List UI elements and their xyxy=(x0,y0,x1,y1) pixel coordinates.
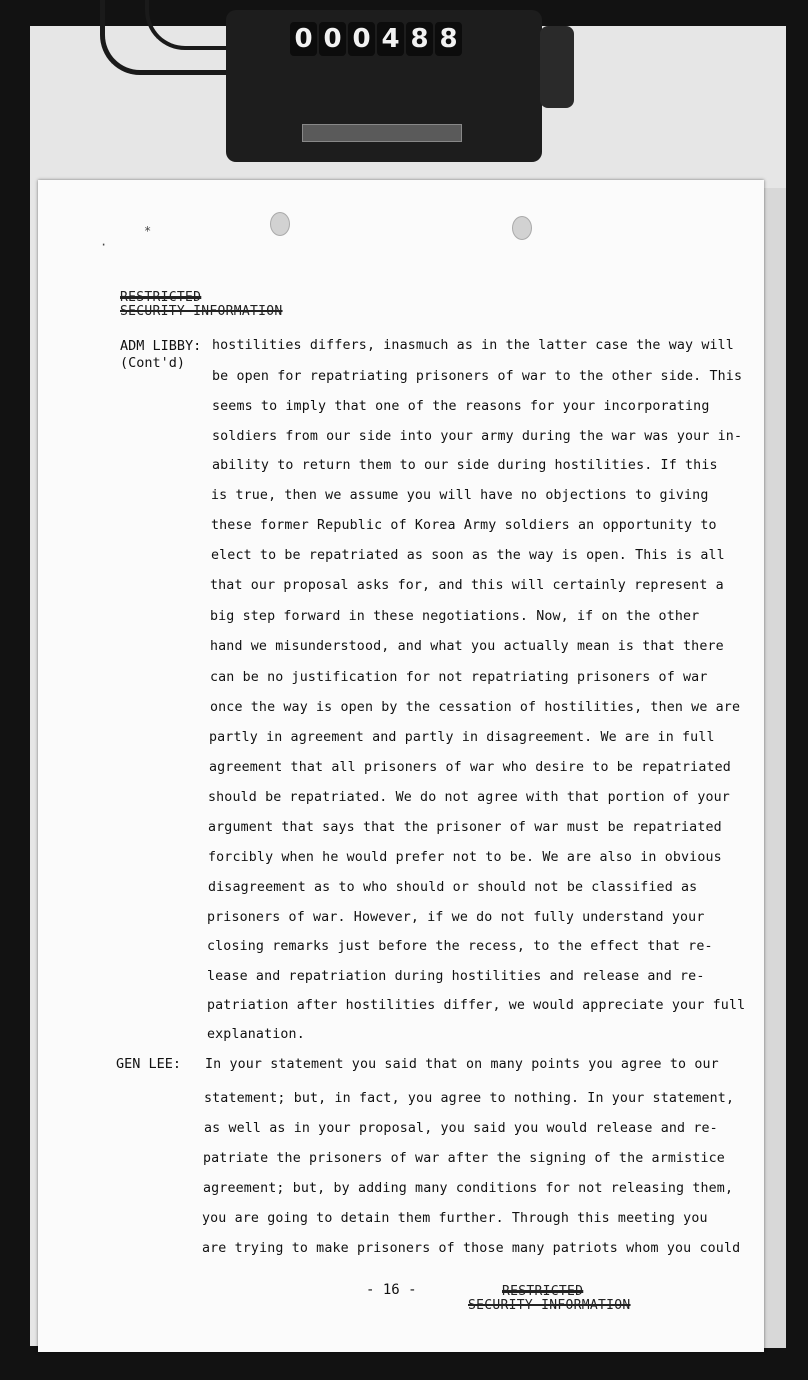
text-line: big step forward in these negotiations. Now, if on the other xyxy=(210,609,700,624)
text-line: patriation after hostilities differ, we would appreciate your full xyxy=(207,998,746,1013)
text-line: that our proposal asks for, and this will certainly represent a xyxy=(210,578,724,593)
text-line: soldiers from our side into your army during the war was your in- xyxy=(212,429,743,444)
counter-digit: 0 xyxy=(348,22,375,56)
header-classification-struck: RESTRICTED xyxy=(120,290,202,305)
text-line: argument that says that the prisoner of war must be repatriated xyxy=(208,820,722,835)
text-line: patriate the prisoners of war after the signing of the armistice xyxy=(203,1151,725,1166)
text-line: hand we misunderstood, and what you actually mean is that there xyxy=(210,639,724,654)
text-line: seems to imply that one of the reasons for your incorporating xyxy=(212,399,710,414)
counter-digit: 0 xyxy=(319,22,346,56)
text-line: can be no justification for not repatriating prisoners of war xyxy=(210,670,708,685)
footer-classification: SECURITY INFORMATION xyxy=(468,1298,631,1313)
speaker-name: ADM LIBBY: xyxy=(120,338,202,354)
frame-counter-display xyxy=(290,22,462,58)
counter-plate xyxy=(302,124,462,142)
text-line: be open for repatriating prisoners of war to the other side. This xyxy=(212,369,743,384)
text-line: closing remarks just before the recess, to the effect that re- xyxy=(207,939,713,954)
speaker-label-lee xyxy=(116,1056,181,1073)
counter-digit: 8 xyxy=(435,22,462,56)
text-line: is true, then we assume you will have no objections to giving xyxy=(211,488,709,503)
speaker-continued: (Cont'd) xyxy=(120,355,186,371)
text-line: are trying to make prisoners of those many patriots whom you could xyxy=(202,1241,741,1256)
text-line: as well as in your proposal, you said you would release and re- xyxy=(204,1121,718,1136)
text-line: In your statement you said that on many points you agree to our xyxy=(205,1057,719,1072)
page-number: - 16 - xyxy=(366,1282,417,1298)
counter-knob xyxy=(540,26,574,108)
text-line: agreement that all prisoners of war who desire to be repatriated xyxy=(209,760,731,775)
speaker-name: GEN LEE: xyxy=(116,1056,182,1072)
text-line: disagreement as to who should or should not be classified as xyxy=(208,880,698,895)
text-line: ability to return them to our side during hostilities. If this xyxy=(212,458,718,473)
text-line: hostilities differs, inasmuch as in the latter case the way will xyxy=(212,338,734,353)
text-line: explanation. xyxy=(207,1027,305,1042)
speaker-label-libby xyxy=(120,338,201,372)
footer-classification-struck: RESTRICTED xyxy=(502,1284,584,1299)
text-line: statement; but, in fact, you agree to nothing. In your statement, xyxy=(204,1091,735,1106)
stray-mark: · xyxy=(100,238,108,252)
text-line: partly in agreement and partly in disagreement. We are in full xyxy=(209,730,715,745)
text-line: elect to be repatriated as soon as the way is open. This is all xyxy=(211,548,725,563)
text-line: should be repatriated. We do not agree with that portion of your xyxy=(208,790,730,805)
punch-hole xyxy=(270,212,290,236)
punch-hole xyxy=(512,216,532,240)
text-line: these former Republic of Korea Army soldiers an opportunity to xyxy=(211,518,717,533)
header-classification: SECURITY INFORMATION xyxy=(120,304,283,319)
text-line: once the way is open by the cessation of hostilities, then we are xyxy=(210,700,741,715)
counter-digit: 8 xyxy=(406,22,433,56)
underlying-page-edge xyxy=(764,188,786,1348)
text-line: lease and repatriation during hostilities and release and re- xyxy=(207,969,705,984)
stray-mark: * xyxy=(144,224,152,238)
text-line: forcibly when he would prefer not to be. We are also in obvious xyxy=(208,850,722,865)
text-line: you are going to detain them further. Through this meeting you xyxy=(202,1211,708,1226)
counter-digit: 4 xyxy=(377,22,404,56)
text-line: prisoners of war. However, if we do not fully understand your xyxy=(207,910,705,925)
text-line: agreement; but, by adding many conditions for not releasing them, xyxy=(203,1181,734,1196)
counter-digit: 0 xyxy=(290,22,317,56)
